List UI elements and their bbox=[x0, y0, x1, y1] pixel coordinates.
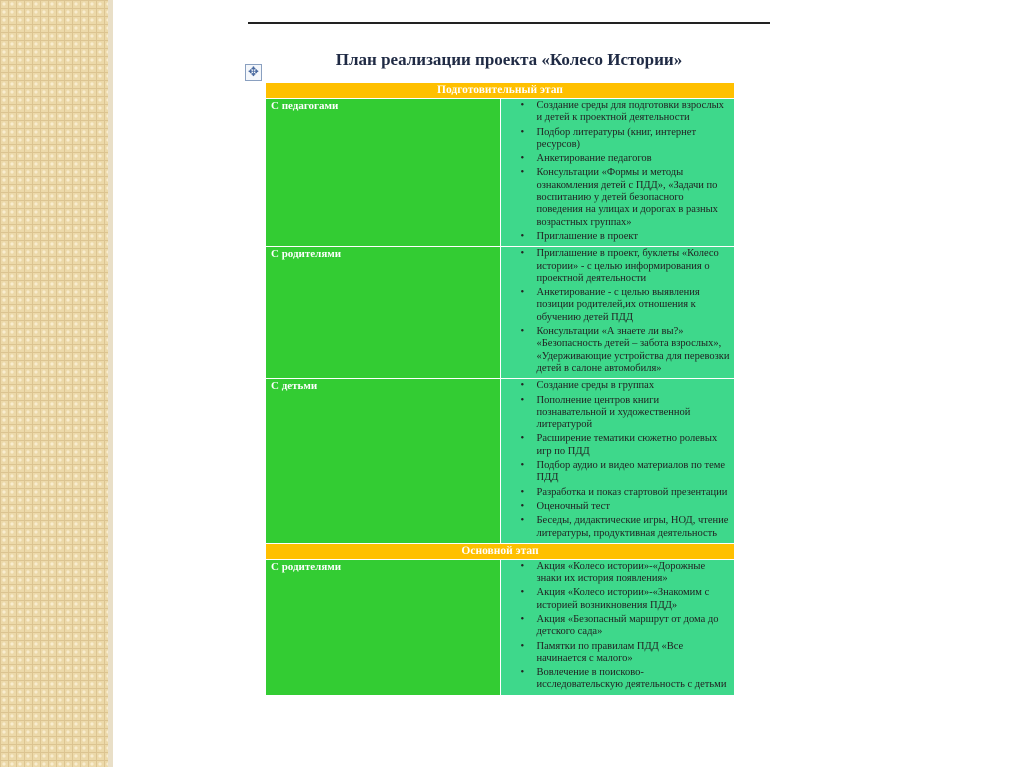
header-rule bbox=[248, 22, 770, 24]
list-item: • Анкетирование педагогов bbox=[537, 153, 731, 165]
list-item: • Расширение тематики сюжетно ролевых игр по ПДД bbox=[537, 433, 731, 458]
group-cell bbox=[266, 379, 501, 544]
group-cell bbox=[266, 559, 501, 695]
list-item: • Разработка и показ стартовой презентации bbox=[537, 487, 731, 499]
list-item: • Анкетирование - с целью выявления позиции родителей,их отношения к обучению детей ПДД bbox=[537, 287, 731, 324]
table-move-handle-icon[interactable]: ✥ bbox=[245, 64, 262, 81]
task-list bbox=[501, 560, 735, 695]
stage-header: Основной этап bbox=[266, 543, 735, 559]
list-item: • Создание среды для подготовки взрослых и детей к проектной деятельности bbox=[537, 100, 731, 125]
group-label: С детьми bbox=[271, 380, 318, 393]
task-list bbox=[501, 247, 735, 378]
tasks-cell bbox=[500, 559, 735, 695]
stage-row bbox=[266, 543, 735, 559]
list-item: • Подбор аудио и видео материалов по теме ПДД bbox=[537, 460, 731, 485]
tasks-cell bbox=[500, 99, 735, 247]
tasks-cell bbox=[500, 379, 735, 544]
list-item: • Создание среды в группах bbox=[537, 380, 731, 392]
list-item: • Вовлечение в поисково-исследовательскую деятельность с детьми bbox=[537, 667, 731, 692]
list-item: • Памятки по правилам ПДД «Все начинается с малого» bbox=[537, 641, 731, 666]
tasks-cell bbox=[500, 247, 735, 379]
page-title: План реализации проекта «Колесо Истории» bbox=[335, 50, 683, 69]
decorative-pattern-strip bbox=[0, 0, 108, 767]
group-label: С педагогами bbox=[271, 100, 339, 112]
list-item: • Подбор литературы (книг, интернет ресурсов) bbox=[537, 127, 731, 152]
table-row bbox=[266, 247, 735, 379]
plan-table bbox=[265, 82, 735, 696]
stage-header: Подготовительный этап bbox=[266, 83, 735, 99]
list-item: • Акция «Колесо истории»-«Знакомим с историей возникновения ПДД» bbox=[537, 587, 731, 612]
group-label: С родителями bbox=[271, 560, 342, 573]
task-list bbox=[501, 379, 735, 543]
list-item: • Беседы, дидактические игры, НОД, чтение литературы, продуктивная деятельность bbox=[537, 515, 731, 540]
list-item: • Консультации «А знаете ли вы?» «Безопасность детей – забота взрослых», «Удерживающие устройства для перевозки детей в салоне автомобиля» bbox=[537, 326, 731, 375]
group-cell bbox=[266, 99, 501, 247]
task-list bbox=[501, 99, 735, 246]
list-item: • Акция «Безопасный маршрут от дома до детского сада» bbox=[537, 614, 731, 639]
stage-row bbox=[266, 83, 735, 99]
list-item: • Приглашение в проект, буклеты «Колесо истории» - с целью информирования о проектной деятельности bbox=[537, 248, 731, 285]
list-item: • Акция «Колесо истории»-«Дорожные знаки их история появления» bbox=[537, 561, 731, 586]
table-row bbox=[266, 99, 735, 247]
group-label: С родителями bbox=[271, 248, 342, 261]
list-item: • Пополнение центров книги познавательной и художественной литературой bbox=[537, 395, 731, 432]
list-item: • Консультации «Формы и методы ознакомления детей с ПДД», «Задачи по воспитанию у детей безопасного поведения на улицах и дорогах в разных возрастных группах» bbox=[537, 167, 731, 228]
list-item: • Приглашение в проект bbox=[537, 231, 731, 243]
table-row bbox=[266, 559, 735, 695]
table-row bbox=[266, 379, 735, 544]
group-cell bbox=[266, 247, 501, 379]
list-item: • Оценочный тест bbox=[537, 501, 731, 513]
